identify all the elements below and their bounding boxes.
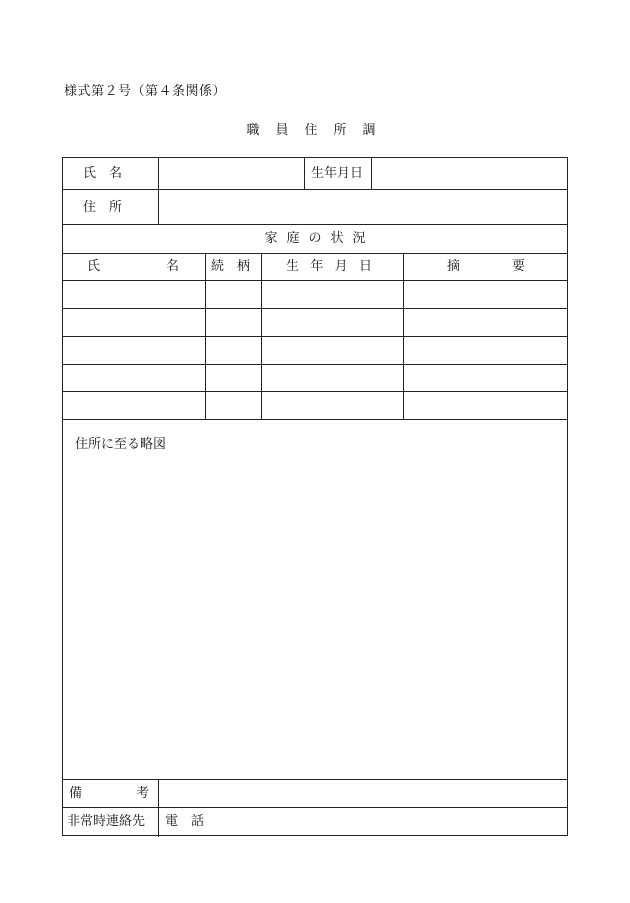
row-divider xyxy=(63,419,567,420)
family-birthdate-cell[interactable] xyxy=(262,281,402,307)
family-col-birthdate-char: 年 xyxy=(310,259,324,274)
phone-field[interactable] xyxy=(213,808,567,835)
map-label: 住所に至る略図 xyxy=(75,437,167,452)
family-col-birthdate-char: 生 xyxy=(286,259,300,274)
row-divider xyxy=(63,253,567,254)
family-name-cell[interactable] xyxy=(64,309,204,335)
family-relation-cell[interactable] xyxy=(206,337,260,363)
birthdate-label: 生年月日 xyxy=(311,166,364,181)
column-divider xyxy=(304,158,305,189)
remarks-label xyxy=(69,786,149,802)
row-divider xyxy=(63,224,567,225)
phone-label: 電 話 xyxy=(165,814,205,829)
name-field[interactable] xyxy=(159,159,303,188)
family-col-name xyxy=(87,259,179,275)
family-birthdate-cell[interactable] xyxy=(262,392,402,418)
emergency-contact-label: 非常時連絡先 xyxy=(67,814,146,829)
family-remarks-cell[interactable] xyxy=(404,281,567,307)
family-relation-cell[interactable] xyxy=(206,392,260,418)
family-remarks-cell[interactable] xyxy=(404,309,567,335)
family-name-cell[interactable] xyxy=(64,337,204,363)
family-name-cell[interactable] xyxy=(64,365,204,391)
family-birthdate-cell[interactable] xyxy=(262,365,402,391)
family-birthdate-cell[interactable] xyxy=(262,337,402,363)
family-relation-cell[interactable] xyxy=(206,309,260,335)
family-col-remarks xyxy=(447,259,525,275)
family-col-name-char: 氏 xyxy=(87,259,101,274)
family-section-title: 家庭の状況 xyxy=(264,231,375,246)
family-remarks-cell[interactable] xyxy=(404,365,567,391)
family-col-birthdate xyxy=(286,259,372,275)
form-number: 様式第２号（第４条関係） xyxy=(64,84,227,99)
remarks-field[interactable] xyxy=(159,780,567,806)
address-field[interactable] xyxy=(159,190,567,223)
family-col-remarks-char: 摘 xyxy=(447,259,461,274)
family-name-cell[interactable] xyxy=(64,392,204,418)
family-birthdate-cell[interactable] xyxy=(262,309,402,335)
family-col-name-char: 名 xyxy=(165,259,179,274)
remarks-label-char: 備 xyxy=(69,786,83,801)
family-col-birthdate-char: 日 xyxy=(358,259,372,274)
map-drawing-area[interactable] xyxy=(64,458,567,778)
family-relation-cell[interactable] xyxy=(206,365,260,391)
form-title: 職員住所調 xyxy=(246,123,392,138)
family-col-birthdate-char: 月 xyxy=(334,259,348,274)
address-label: 住 所 xyxy=(83,200,123,215)
family-remarks-cell[interactable] xyxy=(404,337,567,363)
family-col-remarks-char: 要 xyxy=(511,259,525,274)
birthdate-field[interactable] xyxy=(372,159,567,188)
employee-address-form xyxy=(62,157,568,836)
family-relation-cell[interactable] xyxy=(206,281,260,307)
family-name-cell[interactable] xyxy=(64,281,204,307)
name-label: 氏 名 xyxy=(83,166,123,181)
family-col-relation: 続 柄 xyxy=(211,259,251,274)
remarks-label-char: 考 xyxy=(135,786,149,801)
family-remarks-cell[interactable] xyxy=(404,392,567,418)
